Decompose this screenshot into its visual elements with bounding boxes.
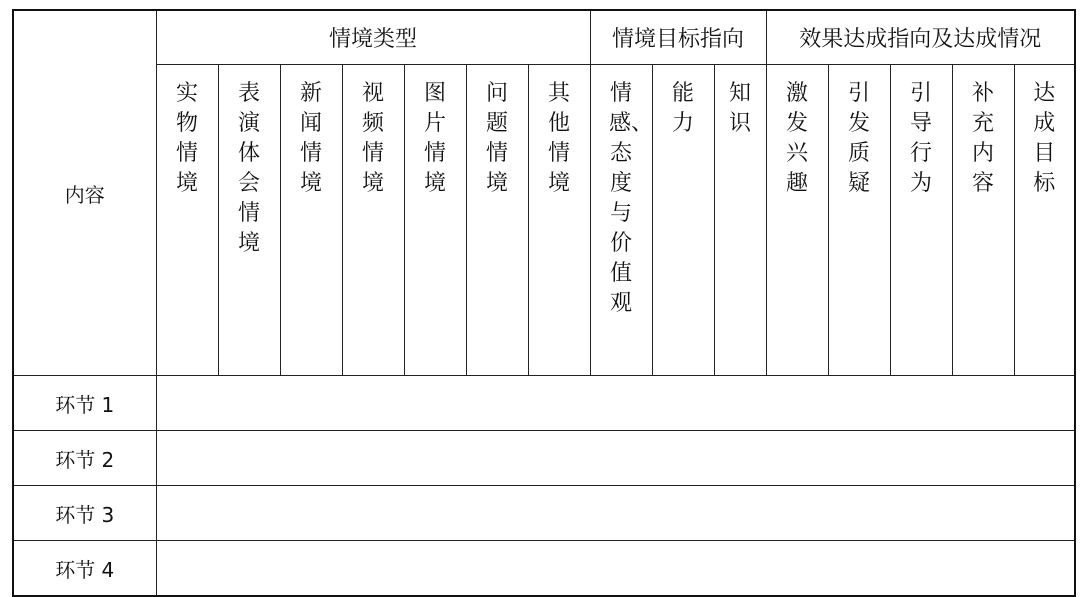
group-header-goal-orientation: 情境目标指向 xyxy=(590,10,766,65)
row-content-cell[interactable] xyxy=(156,486,1075,541)
column-header: 达成目标 xyxy=(1014,65,1075,376)
row-content-cell[interactable] xyxy=(156,376,1075,431)
table-row xyxy=(13,431,1075,486)
group-header-situation-type: 情境类型 xyxy=(156,10,590,65)
column-header: 情感、态度与价值观 xyxy=(590,65,652,376)
row-label: 环节 1 xyxy=(13,376,156,431)
column-header: 其他情境 xyxy=(528,65,590,376)
column-header: 新闻情境 xyxy=(280,65,342,376)
column-header: 实物情境 xyxy=(156,65,218,376)
situation-evaluation-table xyxy=(12,9,1076,597)
row-label: 环节 4 xyxy=(13,541,156,597)
table-row xyxy=(13,486,1075,541)
column-header: 补充内容 xyxy=(952,65,1014,376)
content-header: 内容 xyxy=(13,10,156,376)
column-header: 问题情境 xyxy=(466,65,528,376)
row-label: 环节 2 xyxy=(13,431,156,486)
column-header: 能力 xyxy=(652,65,714,376)
row-content-cell[interactable] xyxy=(156,431,1075,486)
column-header: 视频情境 xyxy=(342,65,404,376)
row-label: 环节 3 xyxy=(13,486,156,541)
column-header: 引发质疑 xyxy=(828,65,890,376)
column-header: 引导行为 xyxy=(890,65,952,376)
column-header: 激发兴趣 xyxy=(766,65,828,376)
table-row xyxy=(13,541,1075,597)
column-header: 知识 xyxy=(714,65,766,376)
column-header: 图片情境 xyxy=(404,65,466,376)
column-header: 表演体会情境 xyxy=(218,65,280,376)
group-header-effect-achievement: 效果达成指向及达成情况 xyxy=(766,10,1075,65)
row-content-cell[interactable] xyxy=(156,541,1075,597)
table-row xyxy=(13,376,1075,431)
